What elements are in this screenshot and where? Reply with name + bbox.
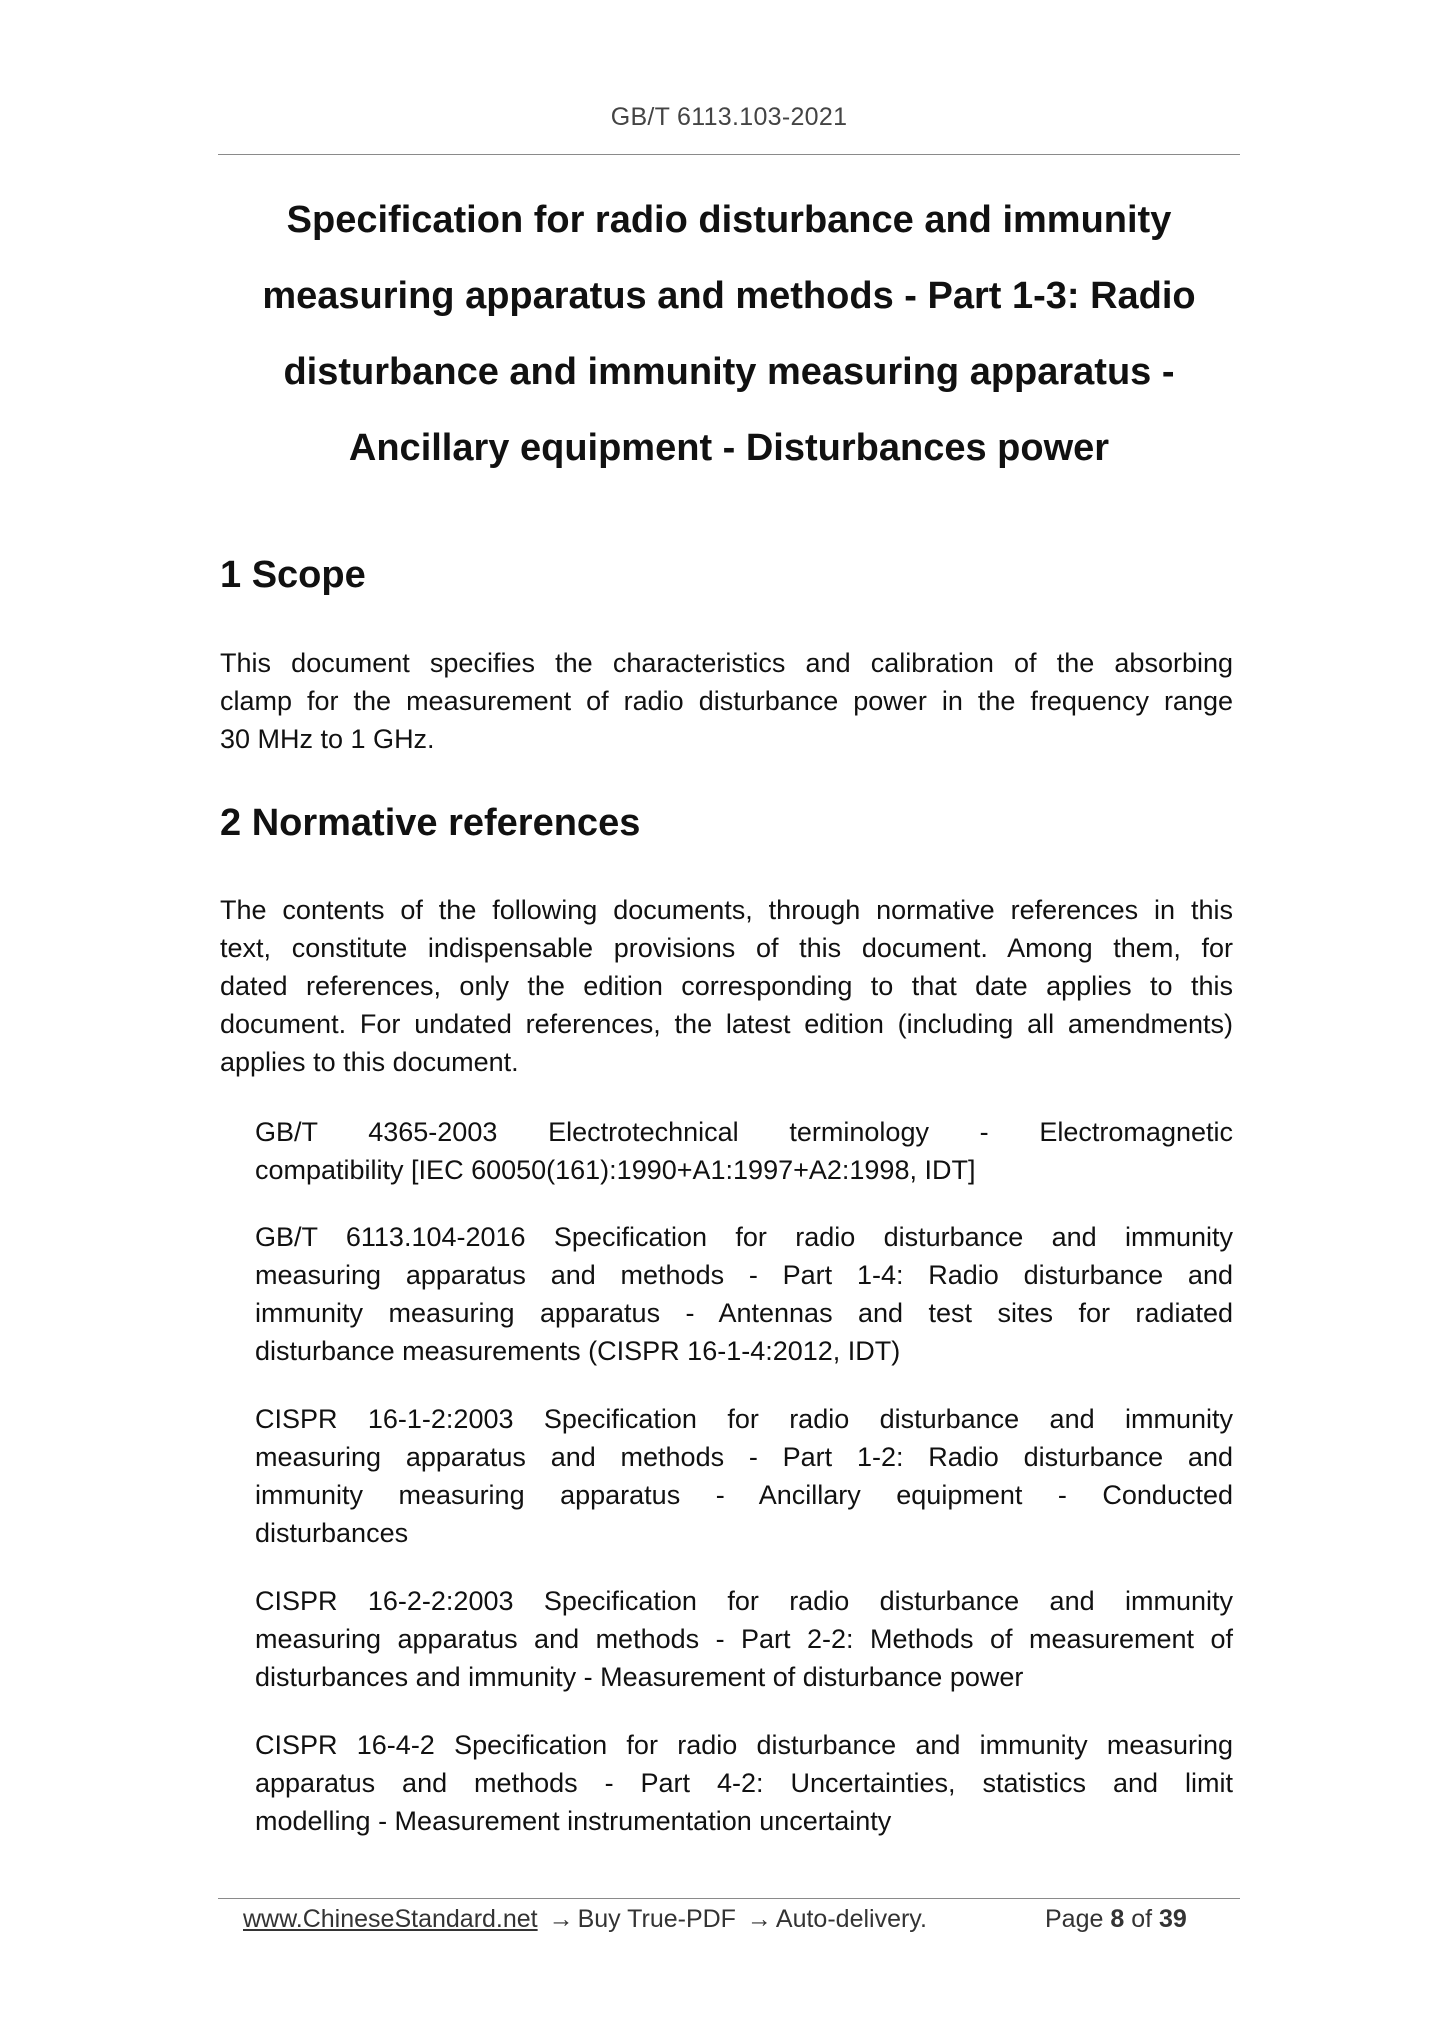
reference-item [255, 1113, 1233, 1189]
current-page-number: 8 [1110, 1905, 1125, 1933]
paragraph-line: applies to this document. [220, 1047, 519, 1077]
reference-line: CISPR 16-1-2:2003 Specification for radio disturbance and immunity [255, 1404, 1233, 1434]
paragraph-line: dated references, only the edition corresponding to that date applies to this [220, 971, 1233, 1001]
site-link[interactable]: www.ChineseStandard.net [243, 1905, 538, 1933]
reference-line: GB/T 4365-2003 Electrotechnical terminology - Electromagnetic [255, 1117, 1233, 1147]
section-heading-scope: 1 Scope [220, 554, 366, 596]
title-line: measuring apparatus and methods - Part 1-3: Radio [262, 275, 1196, 317]
paragraph-line: document. For undated references, the latest edition (including all amendments) [220, 1009, 1233, 1039]
paragraph-line: 30 MHz to 1 GHz. [220, 724, 435, 754]
header-divider [218, 154, 1240, 155]
reference-item [255, 1726, 1233, 1840]
reference-item [255, 1582, 1233, 1696]
reference-line: disturbances [255, 1518, 409, 1548]
scope-paragraph [220, 644, 1233, 758]
reference-item [255, 1400, 1233, 1552]
footer-promo [243, 1905, 927, 1934]
normative-intro-paragraph [220, 891, 1233, 1081]
reference-line: measuring apparatus and methods - Part 1-4: Radio disturbance and [255, 1260, 1233, 1290]
document-code-header: GB/T 6113.103-2021 [610, 103, 848, 131]
reference-line: immunity measuring apparatus - Ancillary equipment - Conducted [255, 1480, 1233, 1510]
section-heading-normative-references: 2 Normative references [220, 802, 641, 844]
buy-text: Buy True-PDF [577, 1905, 736, 1933]
reference-line: measuring apparatus and methods - Part 1-2: Radio disturbance and [255, 1442, 1233, 1472]
title-line: disturbance and immunity measuring apparatus - [283, 351, 1175, 393]
reference-line: CISPR 16-4-2 Specification for radio disturbance and immunity measuring [255, 1730, 1233, 1760]
paragraph-line: text, constitute indispensable provisions of this document. Among them, for [220, 933, 1233, 963]
total-page-count: 39 [1159, 1905, 1187, 1933]
reference-line: modelling - Measurement instrumentation uncertainty [255, 1806, 892, 1836]
page-label: Page [1045, 1905, 1104, 1933]
title-line: Specification for radio disturbance and immunity [286, 199, 1172, 241]
arrow-right-icon: → [746, 1905, 772, 1933]
reference-line: disturbances and immunity - Measurement of disturbance power [255, 1662, 1024, 1692]
page-indicator [1045, 1905, 1187, 1934]
reference-line: immunity measuring apparatus - Antennas and test sites for radiated [255, 1298, 1233, 1328]
delivery-text: Auto-delivery. [775, 1905, 927, 1933]
paragraph-line: clamp for the measurement of radio disturbance power in the frequency range [220, 686, 1233, 716]
title-line: Ancillary equipment - Disturbances power [348, 427, 1110, 469]
paragraph-line: This document specifies the characteristics and calibration of the absorbing [220, 648, 1233, 678]
reference-line: disturbance measurements (CISPR 16-1-4:2012, IDT) [255, 1336, 901, 1366]
footer-divider [218, 1898, 1240, 1899]
reference-line: measuring apparatus and methods - Part 2-2: Methods of measurement of [255, 1624, 1233, 1654]
paragraph-line: The contents of the following documents, through normative references in this [220, 895, 1233, 925]
document-title [218, 182, 1240, 486]
reference-line: compatibility [IEC 60050(161):1990+A1:1997+A2:1998, IDT] [255, 1155, 976, 1185]
reference-line: CISPR 16-2-2:2003 Specification for radio disturbance and immunity [255, 1586, 1233, 1616]
reference-item [255, 1218, 1233, 1370]
arrow-right-icon: → [548, 1905, 574, 1933]
reference-line: GB/T 6113.104-2016 Specification for radio disturbance and immunity [255, 1222, 1233, 1252]
of-label: of [1131, 1905, 1153, 1933]
reference-line: apparatus and methods - Part 4-2: Uncertainties, statistics and limit [255, 1768, 1233, 1798]
